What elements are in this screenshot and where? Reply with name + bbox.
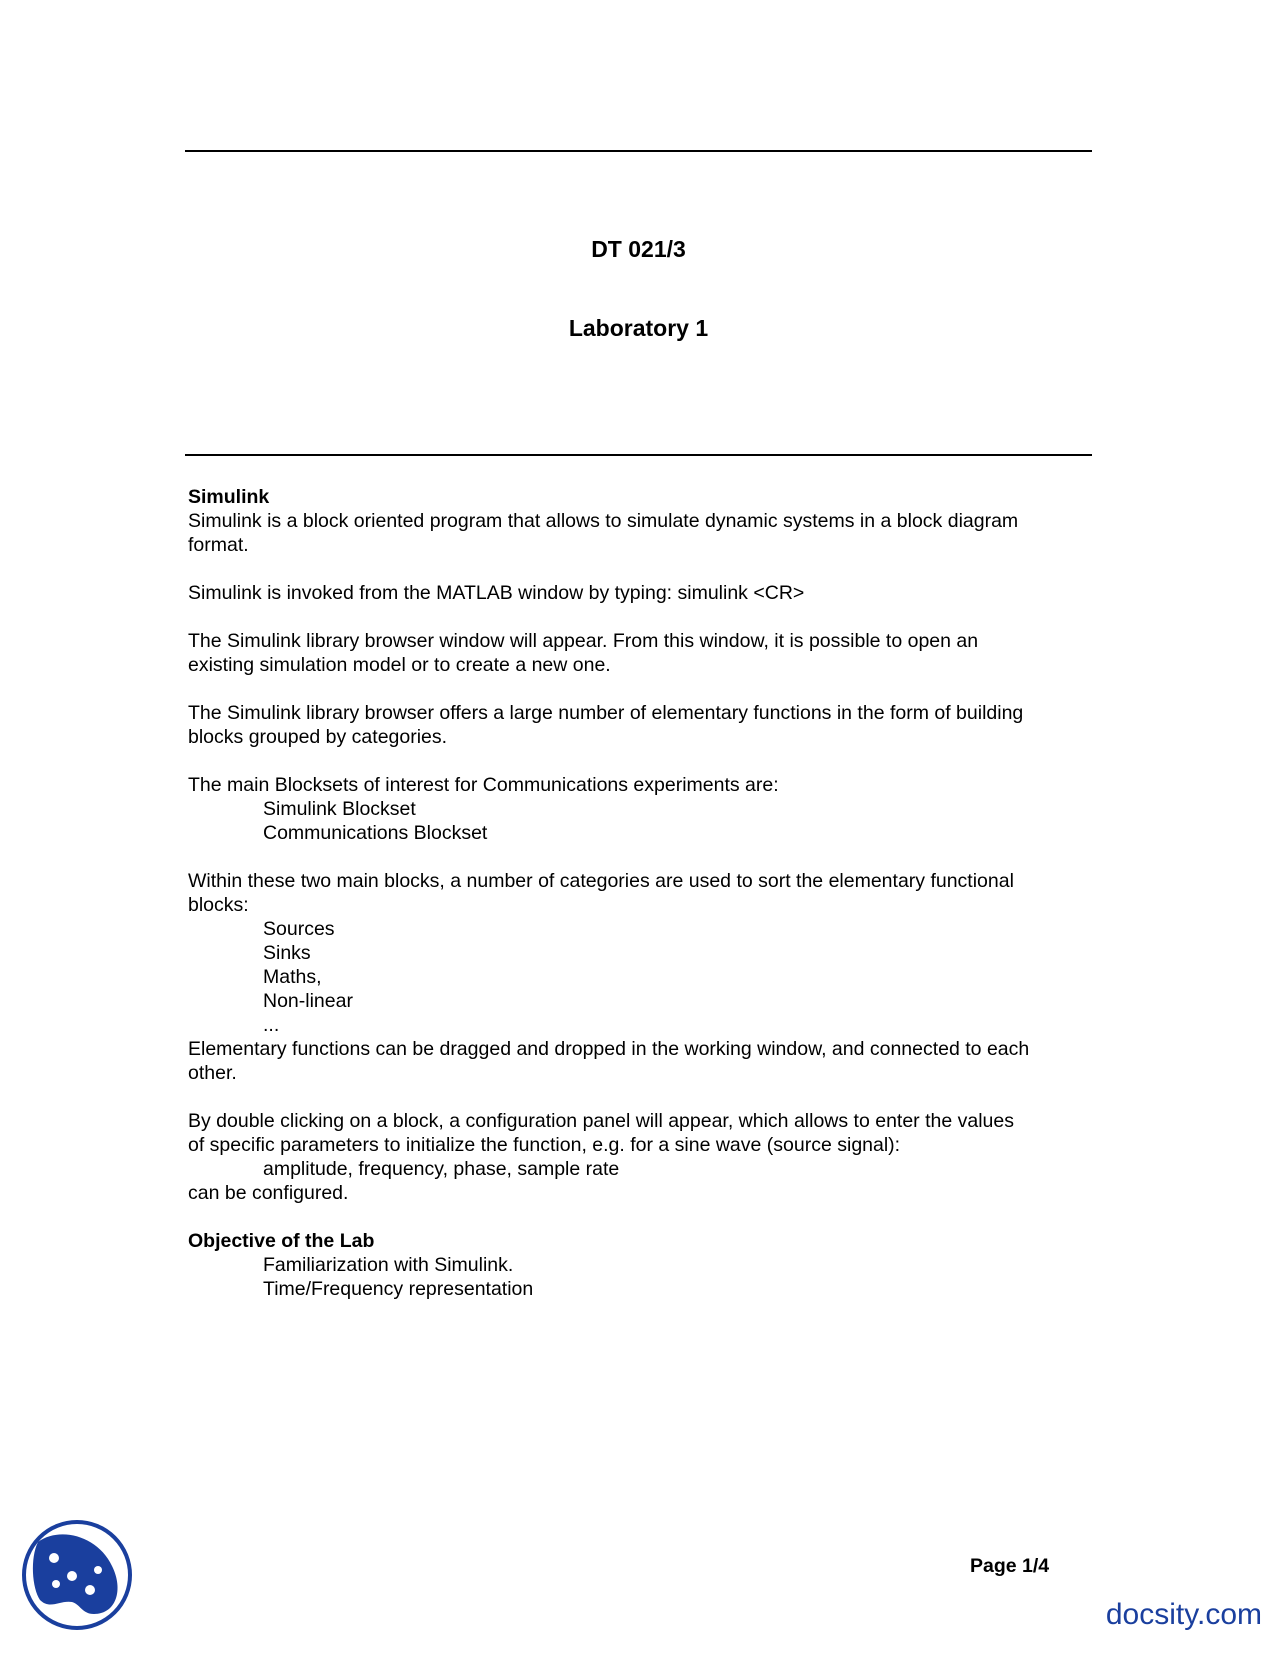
list-item: Sinks xyxy=(263,942,311,964)
list-item: Simulink Blockset xyxy=(263,798,416,820)
params-line: amplitude, frequency, phase, sample rate xyxy=(263,1158,620,1180)
list-item: ... xyxy=(263,1014,280,1036)
drag-paragraph: other. xyxy=(188,1062,237,1084)
list-item: Non-linear xyxy=(263,990,353,1012)
double-click-paragraph: of specific parameters to initialize the function, e.g. for a sine wave (source signal): xyxy=(188,1134,901,1156)
browser-paragraph: The Simulink library browser window will appear. From this window, it is possible to open an xyxy=(188,630,979,652)
intro-line: format. xyxy=(188,534,249,556)
page-number: Page 1/4 xyxy=(970,1555,1050,1577)
drag-paragraph: Elementary functions can be dragged and dropped in the working window, and connected to each xyxy=(188,1038,1030,1060)
docsity-logo-icon xyxy=(20,1518,134,1632)
invoke-paragraph: Simulink is invoked from the MATLAB window by typing: simulink <CR> xyxy=(188,582,805,604)
configured-line: can be configured. xyxy=(188,1182,349,1204)
blocksets-intro: The main Blocksets of interest for Communications experiments are: xyxy=(188,774,779,796)
course-code: DT 021/3 xyxy=(591,236,686,262)
section-heading: Simulink xyxy=(188,486,270,508)
offers-paragraph: The Simulink library browser offers a large number of elementary functions in the form of building xyxy=(188,702,1024,724)
within-paragraph: Within these two main blocks, a number of categories are used to sort the elementary functional xyxy=(188,870,1014,892)
header-divider xyxy=(185,454,1092,456)
list-item: Sources xyxy=(263,918,335,940)
list-item: Communications Blockset xyxy=(263,822,488,844)
within-paragraph: blocks: xyxy=(188,894,249,916)
double-click-paragraph: By double clicking on a block, a configuration panel will appear, which allows to enter the values xyxy=(188,1110,1014,1132)
lab-title: Laboratory 1 xyxy=(568,315,709,341)
list-item: Time/Frequency representation xyxy=(263,1278,534,1300)
list-item: Maths, xyxy=(263,966,322,988)
objective-heading: Objective of the Lab xyxy=(188,1230,375,1252)
document-body xyxy=(188,485,1098,1301)
intro-line: Simulink is a block oriented program that allows to simulate dynamic systems in a block diagram xyxy=(188,510,1019,532)
top-divider xyxy=(185,150,1092,152)
browser-paragraph: existing simulation model or to create a new one. xyxy=(188,654,611,676)
list-item: Familiarization with Simulink. xyxy=(263,1254,514,1276)
brand-watermark[interactable]: docsity.com xyxy=(1105,1598,1262,1631)
offers-paragraph: blocks grouped by categories. xyxy=(188,726,448,748)
